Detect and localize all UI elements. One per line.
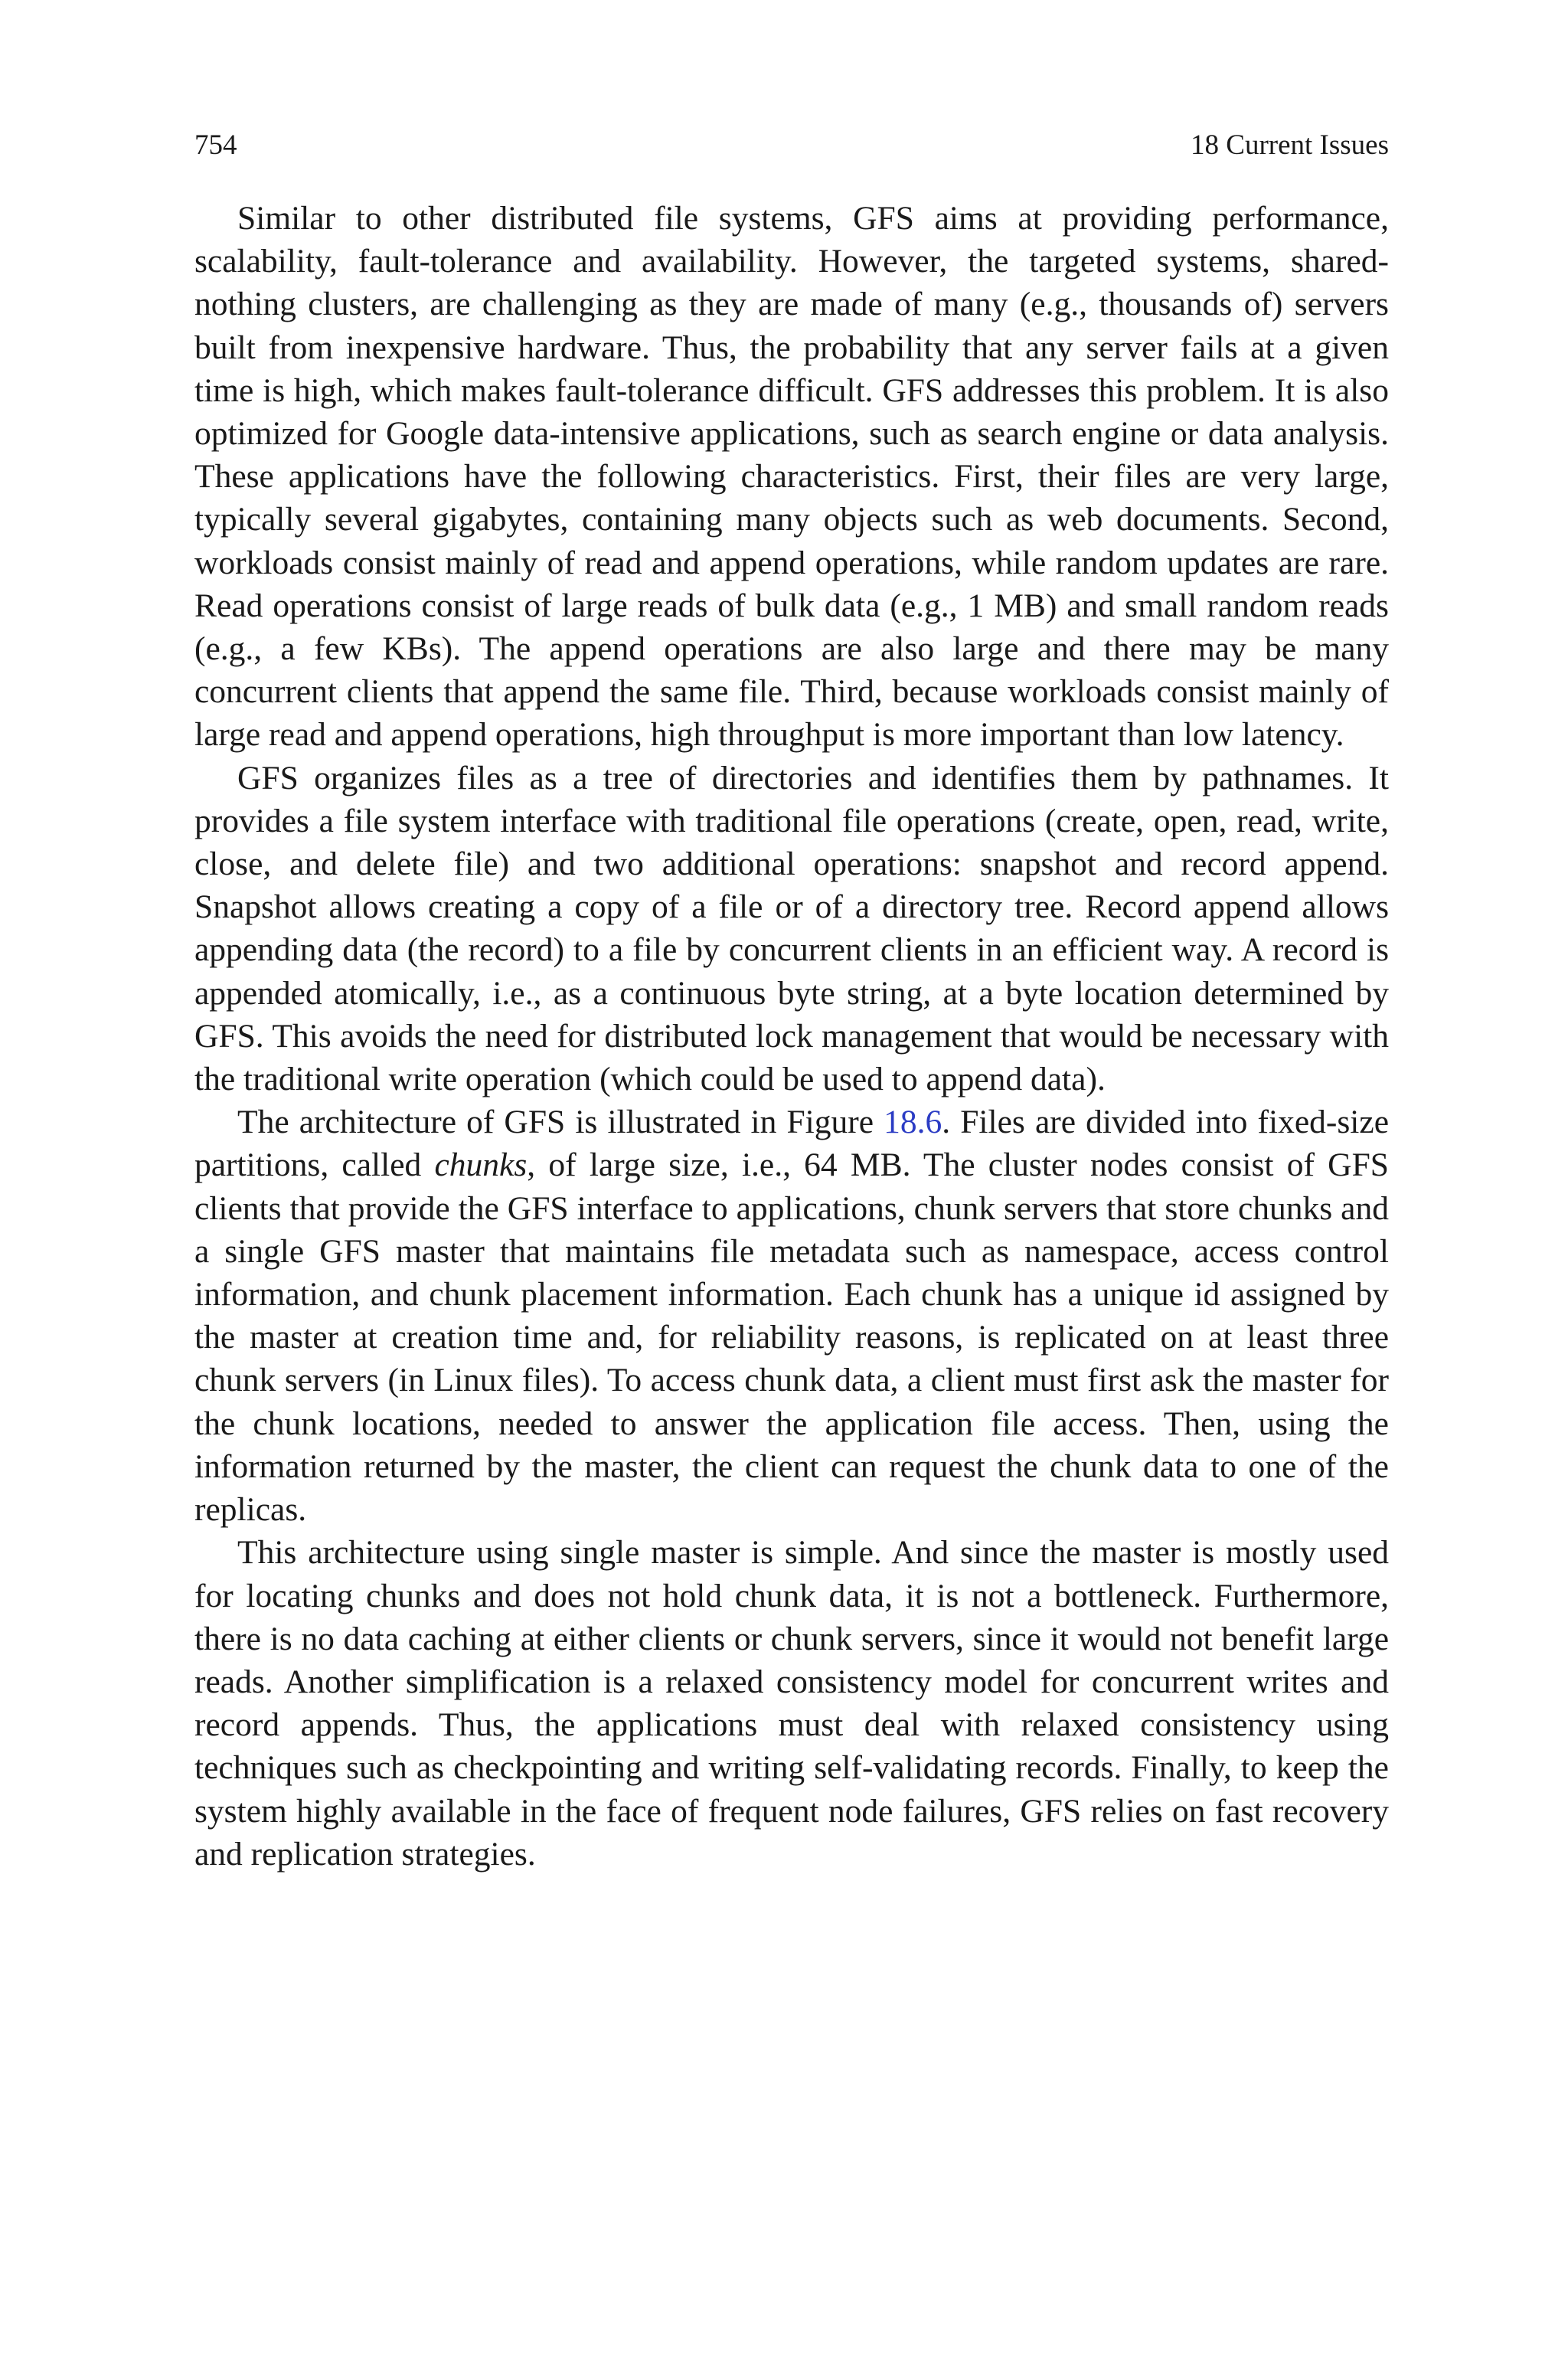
term-chunks: chunks (434, 1146, 528, 1184)
figure-link[interactable]: 18.6 (884, 1104, 942, 1141)
paragraph-3-text-a: The architecture of GFS is illustrated in Figure (237, 1104, 884, 1141)
body-text (194, 197, 1389, 1876)
paragraph-2: GFS organizes files as a tree of directories and identifies them by pathnames. It provides a file system interface with traditional file operations (create, open, read, write, close, and delete file) and two additional operations: snapshot and record append. Snapshot allows creating a copy of a file or of a directory tree. Record append allows appending data (the record) to a file by concurrent clients in an efficient way. A record is appended atomically, i.e., as a continuous byte string, at a byte location determined by GFS. This avoids the need for distributed lock management that would be necessary with the traditional write operation (which could be used to append data). (194, 759, 1389, 1098)
page-header (194, 124, 1389, 167)
paragraph-3-text-b: . Files are divided into fixed-size partitions, called (194, 1104, 1389, 1184)
running-head: 18 Current Issues (1191, 129, 1389, 161)
page-number: 754 (194, 129, 237, 161)
paragraph-3 (194, 1101, 1389, 1531)
paragraph-4: This architecture using single master is simple. And since the master is mostly used for locating chunks and does not hold chunk data, it is not a bottleneck. Furthermore, there is no data caching at either clients or chunk servers, since it would not benefit large reads. Another simplification is a relaxed consistency model for concurrent writes and record appends. Thus, the applications must deal with relaxed consistency using techniques such as checkpointing and writing self-validating records. Finally, to keep the system highly available in the face of frequent node failures, GFS relies on fast recovery and replication strategies. (194, 1534, 1389, 1873)
paragraph-3-text-c: , of large size, i.e., 64 MB. The cluster nodes consist of GFS clients that provide the GFS interface to applications, chunk servers that store chunks and a single GFS master that maintains file metadata such as namespace, access control information, and chunk placement information. Each chunk has a unique id assigned by the master at creation time and, for reliability reasons, is replicated on at least three chunk servers (in Linux files). To access chunk data, a client must first ask the master for the chunk locations, needed to answer the application file access. Then, using the information returned by the master, the client can request the chunk data to one of the replicas. (194, 1146, 1389, 1529)
paragraph-1: Similar to other distributed file systems, GFS aims at providing performance, scalability, fault-tolerance and availability. However, the targeted systems, shared-nothing clusters, are challenging as they are made of many (e.g., thousands of) servers built from inexpensive hardware. Thus, the probability that any server fails at a given time is high, which makes fault-tolerance difficult. GFS addresses this problem. It is also optimized for Google data-intensive applications, such as search engine or data analysis. These applications have the following characteristics. First, their files are very large, typically several gigabytes, containing many objects such as web documents. Second, workloads consist mainly of read and append operations, while random updates are rare. Read operations consist of large reads of bulk data (e.g., 1 MB) and small random reads (e.g., a few KBs). The append operations are also large and there may be many concurrent clients that append the same file. Third, because workloads consist mainly of large read and append operations, high throughput is more important than low latency. (194, 200, 1389, 754)
